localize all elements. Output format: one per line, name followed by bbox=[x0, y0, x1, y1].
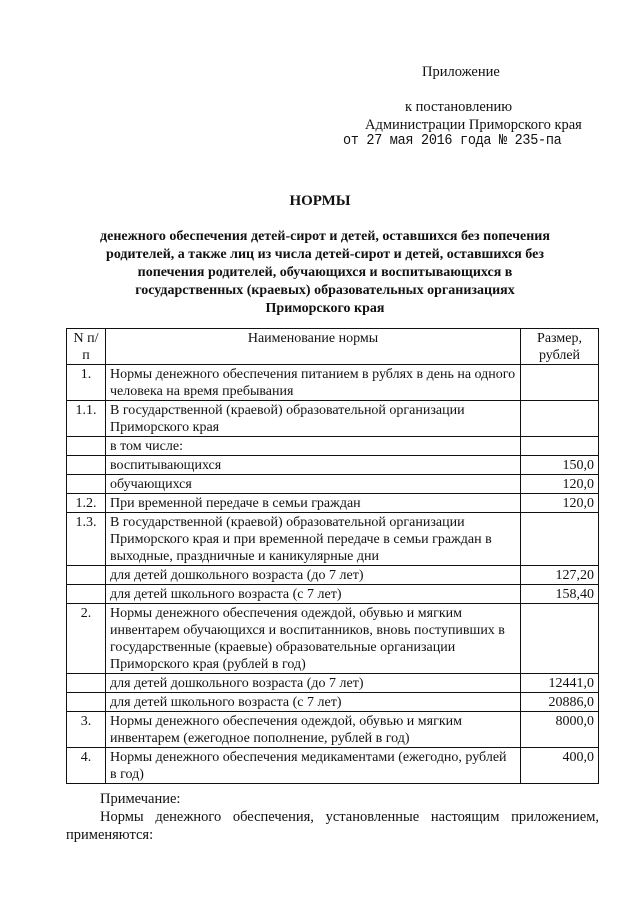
row-value: 400,0 bbox=[521, 748, 599, 784]
subtitle-line: попечения родителей, обучающихся и воспитывающихся в bbox=[137, 265, 513, 280]
table-row bbox=[67, 456, 599, 475]
row-value: 120,0 bbox=[521, 475, 599, 494]
row-num: 2. bbox=[67, 604, 106, 674]
row-num: 1.3. bbox=[67, 513, 106, 566]
row-num bbox=[67, 475, 106, 494]
row-value: 150,0 bbox=[521, 456, 599, 475]
table-row bbox=[67, 437, 599, 456]
row-name: Нормы денежного обеспечения одеждой, обувью и мягким инвентарем обучающихся и воспитанников, вновь поступивших в государственные (краевые) образовательные организации Приморского края (рублей в год) bbox=[106, 604, 521, 674]
table-row bbox=[67, 475, 599, 494]
row-name: Нормы денежного обеспечения медикаментами (ежегодно, рублей в год) bbox=[106, 748, 521, 784]
decree-date-number: от 27 мая 2016 года № 235-па bbox=[343, 133, 562, 150]
table-row bbox=[67, 585, 599, 604]
row-num bbox=[67, 566, 106, 585]
table-header-row bbox=[67, 329, 599, 365]
subtitle-line: родителей, а также лиц из числа детей-сирот и детей, оставшихся без bbox=[106, 247, 544, 262]
norms-table bbox=[66, 328, 599, 784]
row-value bbox=[521, 604, 599, 674]
header-value: Размер, рублей bbox=[521, 329, 599, 365]
row-name: При временной передаче в семьи граждан bbox=[106, 494, 521, 513]
row-value: 158,40 bbox=[521, 585, 599, 604]
row-num: 1.1. bbox=[67, 401, 106, 437]
row-num: 4. bbox=[67, 748, 106, 784]
note-line-2: применяются: bbox=[66, 827, 154, 843]
row-value bbox=[521, 513, 599, 566]
to-decree-label: к постановлению bbox=[405, 99, 513, 115]
row-name: Нормы денежного обеспечения питанием в рублях в день на одного человека на время пребывания bbox=[106, 365, 521, 401]
row-num: 3. bbox=[67, 712, 106, 748]
row-name: для детей дошкольного возраста (до 7 лет) bbox=[106, 674, 521, 693]
row-value: 8000,0 bbox=[521, 712, 599, 748]
row-value bbox=[521, 401, 599, 437]
row-num bbox=[67, 585, 106, 604]
row-num bbox=[67, 456, 106, 475]
row-num: 1.2. bbox=[67, 494, 106, 513]
row-num bbox=[67, 437, 106, 456]
row-name: В государственной (краевой) образовательной организации Приморского края bbox=[106, 401, 521, 437]
table-row bbox=[67, 513, 599, 566]
table-row bbox=[67, 693, 599, 712]
row-name: воспитывающихся bbox=[106, 456, 521, 475]
table-row bbox=[67, 604, 599, 674]
administration-label: Администрации Приморского края bbox=[365, 117, 582, 133]
table-row bbox=[67, 712, 599, 748]
table-row bbox=[67, 365, 599, 401]
row-value bbox=[521, 365, 599, 401]
row-name: в том числе: bbox=[106, 437, 521, 456]
header-num: N п/п bbox=[67, 329, 106, 365]
row-name: для детей дошкольного возраста (до 7 лет) bbox=[106, 566, 521, 585]
subtitle-line: денежного обеспечения детей-сирот и детей, оставшихся без попечения bbox=[100, 229, 550, 244]
table-row bbox=[67, 748, 599, 784]
document-subtitle bbox=[75, 228, 575, 318]
row-num: 1. bbox=[67, 365, 106, 401]
note-line-1: Нормы денежного обеспечения, установленные настоящим приложением, bbox=[100, 809, 599, 825]
subtitle-line: Приморского края bbox=[265, 301, 385, 316]
document-title: НОРМЫ bbox=[289, 193, 351, 209]
table-row bbox=[67, 566, 599, 585]
row-value: 20886,0 bbox=[521, 693, 599, 712]
row-value bbox=[521, 437, 599, 456]
row-value: 120,0 bbox=[521, 494, 599, 513]
row-num bbox=[67, 693, 106, 712]
row-value: 127,20 bbox=[521, 566, 599, 585]
row-name: В государственной (краевой) образовательной организации Приморского края и при временной передаче в семьи граждан в выходные, праздничные и каникулярные дни bbox=[106, 513, 521, 566]
row-name: Нормы денежного обеспечения одеждой, обувью и мягким инвентарем (ежегодное пополнение, рублей в год) bbox=[106, 712, 521, 748]
table-row bbox=[67, 494, 599, 513]
row-value: 12441,0 bbox=[521, 674, 599, 693]
note-heading: Примечание: bbox=[100, 791, 181, 807]
row-num bbox=[67, 674, 106, 693]
appendix-label: Приложение bbox=[422, 64, 500, 80]
row-name: для детей школьного возраста (с 7 лет) bbox=[106, 693, 521, 712]
header-name: Наименование нормы bbox=[106, 329, 521, 365]
subtitle-line: государственных (краевых) образовательных организациях bbox=[135, 283, 515, 298]
row-name: для детей школьного возраста (с 7 лет) bbox=[106, 585, 521, 604]
row-name: обучающихся bbox=[106, 475, 521, 494]
table-row bbox=[67, 674, 599, 693]
table-row bbox=[67, 401, 599, 437]
